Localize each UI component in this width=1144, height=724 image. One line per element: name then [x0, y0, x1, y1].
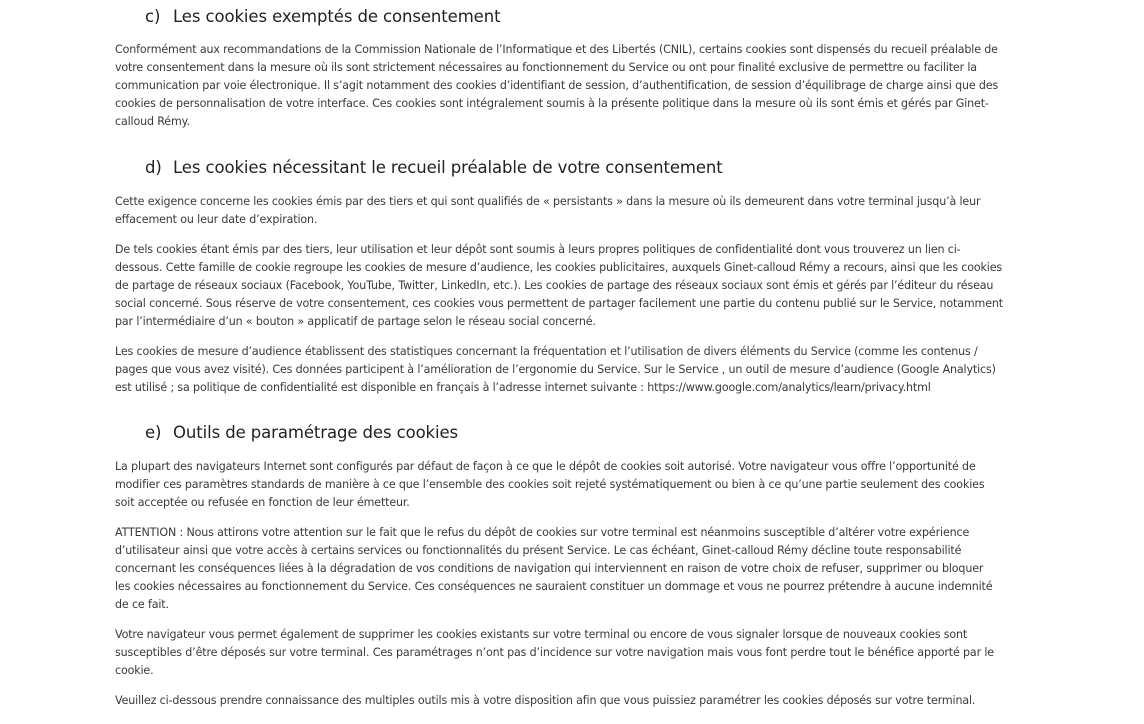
text-line: par l’intermédiaire d’un « bouton » applicatif de partage selon le réseau social concerné.: [115, 315, 596, 328]
text-line: de ce fait.: [115, 598, 169, 611]
text-line: effacement ou leur date d’expiration.: [115, 213, 318, 226]
section-e-paragraph-1: [115, 458, 1027, 512]
text-line: Conformément aux recommandations de la Commission Nationale de l’Informatique et des Libertés (CNIL), certains cookies sont dispensés du recueil préalable de: [115, 43, 998, 56]
section-e-paragraph-2: [115, 524, 1027, 614]
text-line: cookie.: [115, 664, 154, 677]
text-line: Cette exigence concerne les cookies émis par des tiers et qui sont qualifiés de « persistants » dans la mesure où ils demeurent dans votre terminal jusqu’à leur: [115, 195, 981, 208]
section-c-number: c): [145, 7, 161, 26]
section-c-paragraph-1: [115, 41, 1027, 131]
text-line: De tels cookies étant émis par des tiers, leur utilisation et leur dépôt sont soumis à leurs propres politiques de confidentialité dont vous trouverez un lien ci-: [115, 243, 961, 256]
section-e-paragraph-3: [115, 626, 1027, 680]
text-line: est utilisé ; sa politique de confidentialité est disponible en français à l’adresse internet suivante : https://www.google.com/analytics/learn/privacy.html: [115, 381, 931, 394]
text-line: concernant les conséquences liées à la dégradation de vos conditions de navigation qui interviennent en raison de votre choix de refuser, supprimer ou bloquer: [115, 562, 984, 575]
text-line: pages que vous avez visité). Ces données participent à l’amélioration de l’ergonomie du Service. Sur le Service , un outil de mesure d’audience (Google Analytics): [115, 363, 996, 376]
section-c-title: Les cookies exemptés de consentement: [173, 7, 501, 26]
text-line: Les cookies de mesure d’audience établissent des statistiques concernant la fréquentation et l’utilisation de divers éléments du Service (comme les contenus /: [115, 345, 978, 358]
section-d-paragraph-3: [115, 343, 1027, 397]
section-d-paragraph-1: [115, 193, 1027, 229]
text-line: calloud Rémy.: [115, 115, 190, 128]
text-line: soit acceptée ou refusée en fonction de leur émetteur.: [115, 496, 410, 509]
section-e-title: Outils de paramétrage des cookies: [173, 423, 459, 442]
section-e-heading: [145, 423, 458, 442]
section-d-title: Les cookies nécessitant le recueil préalable de votre consentement: [173, 158, 723, 177]
section-d-paragraph-2: [115, 241, 1027, 331]
text-line: cookies de personnalisation de votre interface. Ces cookies sont intégralement soumis à la présente politique dans la mesure où ils sont émis et gérés par Ginet-: [115, 97, 989, 110]
section-e-number: e): [145, 423, 162, 442]
text-line: susceptibles d’être déposés sur votre terminal. Ces paramétrages n’ont pas d’incidence sur votre navigation mais vous font perdre tout le bénéfice apporté par le: [115, 646, 994, 659]
text-line: de partage de réseaux sociaux (Facebook, YouTube, Twitter, LinkedIn, etc.). Les cookies de partage des réseaux sociaux sont émis et gérés par l’éditeur du réseau: [115, 279, 994, 292]
text-line: dessous. Cette famille de cookie regroupe les cookies de mesure d’audience, les cookies publicitaires, auxquels Ginet-calloud Rémy a recours, ainsi que les cookies: [115, 261, 1003, 274]
section-e-paragraph-4: [115, 692, 1027, 710]
text-line: Veuillez ci-dessous prendre connaissance des multiples outils mis à votre disposition afin que vous puissiez paramétrer les cookies déposés sur votre terminal.: [115, 694, 976, 707]
text-line: communication par voie électronique. Il s’agit notamment des cookies d’identifiant de session, d’authentification, de session d’équilibrage de charge ainsi que des: [115, 79, 999, 92]
text-line: social concerné. Sous réserve de votre consentement, ces cookies vous permettent de partager facilement une partie du contenu publié sur le Service, notamment: [115, 297, 1003, 310]
text-line: d’utilisateur ainsi que votre accès à certains services ou fonctionnalités du présent Service. Le cas échéant, Ginet-calloud Rémy décline toute responsabilité: [115, 544, 962, 557]
text-line: votre consentement dans la mesure où ils sont strictement nécessaires au fonctionnement du Service ou ont pour finalité exclusive de permettre ou faciliter la: [115, 61, 977, 74]
text-line: Votre navigateur vous permet également de supprimer les cookies existants sur votre terminal ou encore de vous signaler lorsque de nouveaux cookies sont: [115, 628, 968, 641]
text-line: ATTENTION : Nous attirons votre attention sur le fait que le refus du dépôt de cookies sur votre terminal est néanmoins susceptible d’altérer votre expérience: [115, 526, 970, 539]
text-line: modifier ces paramètres standards de manière à ce que l’ensemble des cookies soit rejeté systématiquement ou bien à ce qu’une partie seulement des cookies: [115, 478, 985, 491]
section-d-number: d): [145, 158, 162, 177]
text-line: La plupart des navigateurs Internet sont configurés par défaut de façon à ce que le dépôt de cookies soit autorisé. Votre navigateur vous offre l’opportunité de: [115, 460, 976, 473]
section-d-heading: [145, 158, 723, 177]
section-c-heading: [145, 7, 500, 26]
text-line: les cookies nécessaires au fonctionnement du Service. Ces conséquences ne sauraient constituer un dommage et vous ne pourrez prétendre à aucune indemnité: [115, 580, 993, 593]
